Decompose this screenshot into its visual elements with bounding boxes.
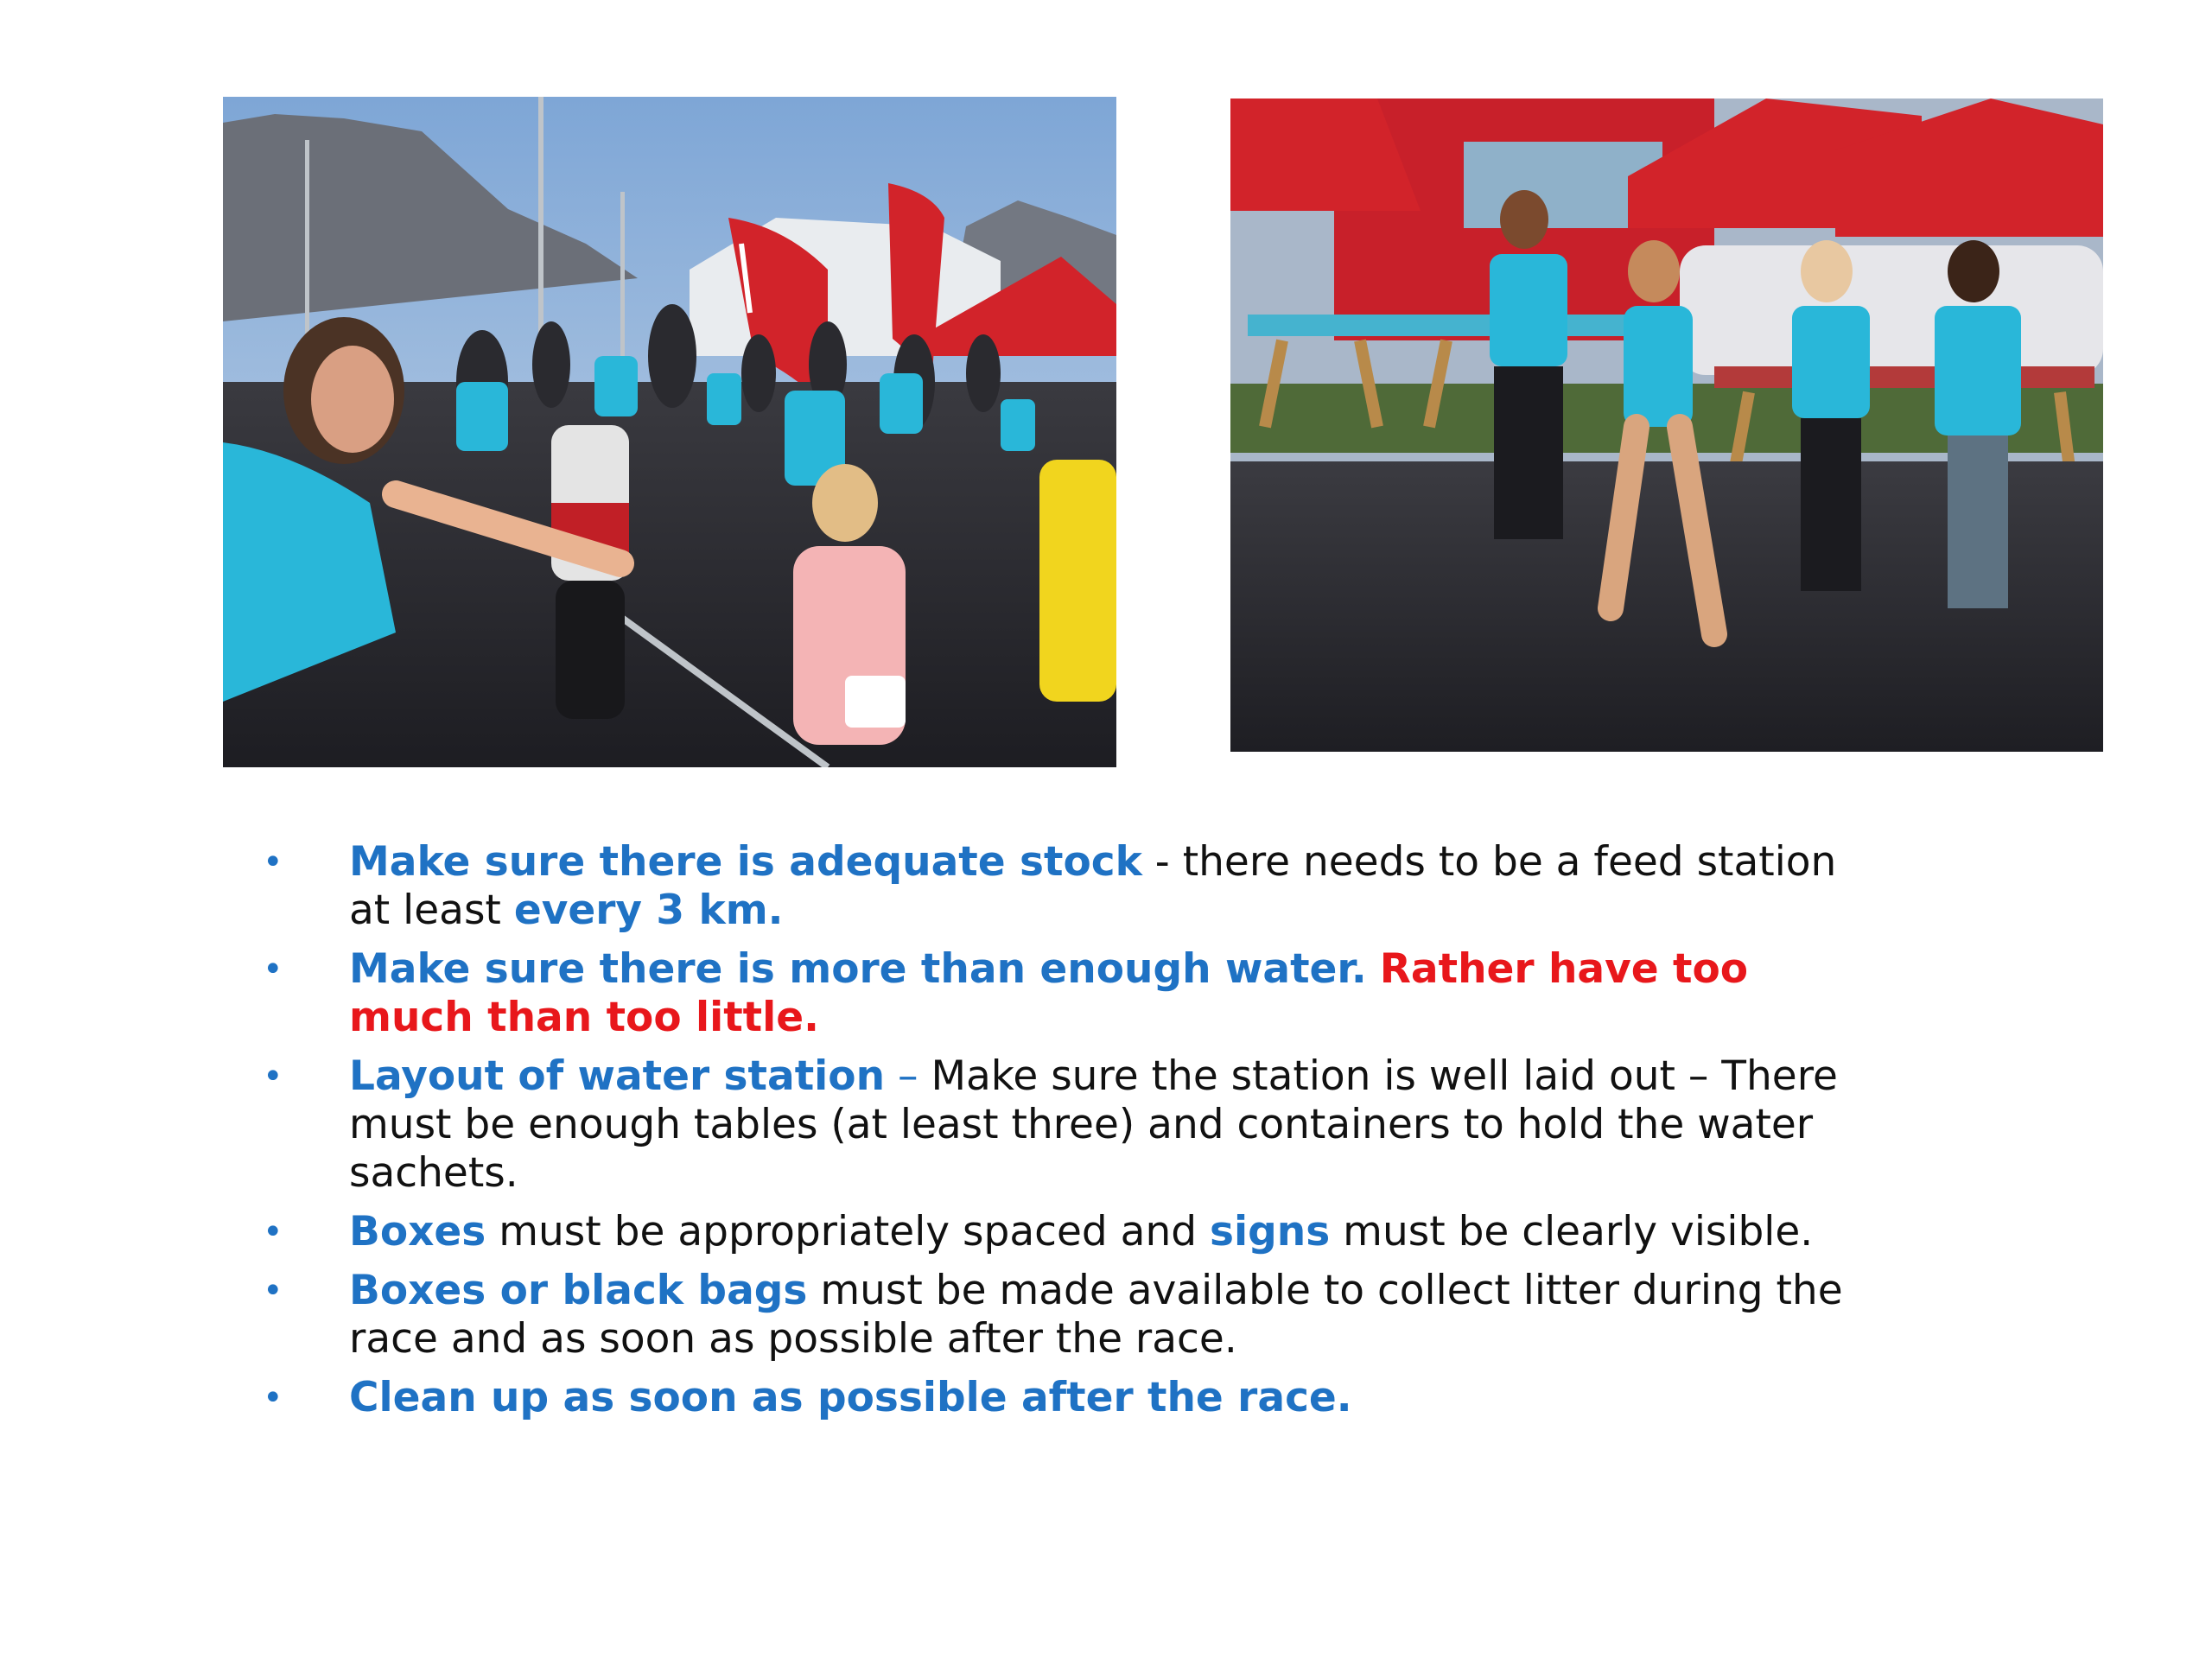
bullet-text-segment: must be clearly visible. [1330, 1208, 1814, 1255]
bullet-item [259, 1052, 1884, 1198]
bullet-text-segment: every 3 km. [513, 887, 784, 934]
bullet-item [259, 1374, 1884, 1422]
runners-photo-illustration [223, 97, 1116, 767]
bullet-text-segment: Clean up as soon as possible after the race. [349, 1374, 1352, 1421]
bullet-dot-icon: • [263, 842, 283, 882]
bullet-text-segment: Rather have too much than too little. [349, 945, 1749, 1041]
bullet-text-segment: Make sure there is adequate stock [349, 838, 1142, 886]
bullet-text-segment: Layout of water station [349, 1052, 886, 1100]
bullet-dot-icon: • [263, 1378, 283, 1418]
bullet-text-segment: Boxes or black bags [349, 1267, 808, 1314]
bullet-item [259, 1208, 1884, 1256]
bullet-text-segment: Boxes [349, 1208, 486, 1255]
bullet-dot-icon: • [263, 950, 283, 989]
bullet-dot-icon: • [263, 1212, 283, 1252]
bullet-item [259, 838, 1884, 935]
volunteers-handing-water-photo [1230, 99, 2103, 752]
bullet-dot-icon: • [263, 1057, 283, 1096]
bullet-item [259, 945, 1884, 1042]
bullet-text-segment: signs [1210, 1208, 1331, 1255]
bullet-text-segment [1367, 945, 1380, 993]
bullet-text-segment: Make sure the station is well laid out – There must be enough tables (at least three) and containers to hold the water sachets. [349, 1052, 1838, 1197]
runners-water-station-photo [223, 97, 1116, 767]
bullet-text-segment: Make sure there is more than enough water. [349, 945, 1367, 993]
bullet-text-segment: - there needs to be a feed station at least [349, 838, 1837, 934]
guidelines-bullet-list [259, 838, 1884, 1433]
bullet-text-segment: must be appropriately spaced and [486, 1208, 1211, 1255]
bullet-dot-icon: • [263, 1271, 283, 1311]
bullet-text-segment: must be made available to collect litter during the race and as soon as possible after the race. [349, 1267, 1843, 1363]
volunteers-photo-illustration [1230, 99, 2103, 752]
bullet-item [259, 1267, 1884, 1363]
bullet-text-segment: – [885, 1052, 931, 1100]
